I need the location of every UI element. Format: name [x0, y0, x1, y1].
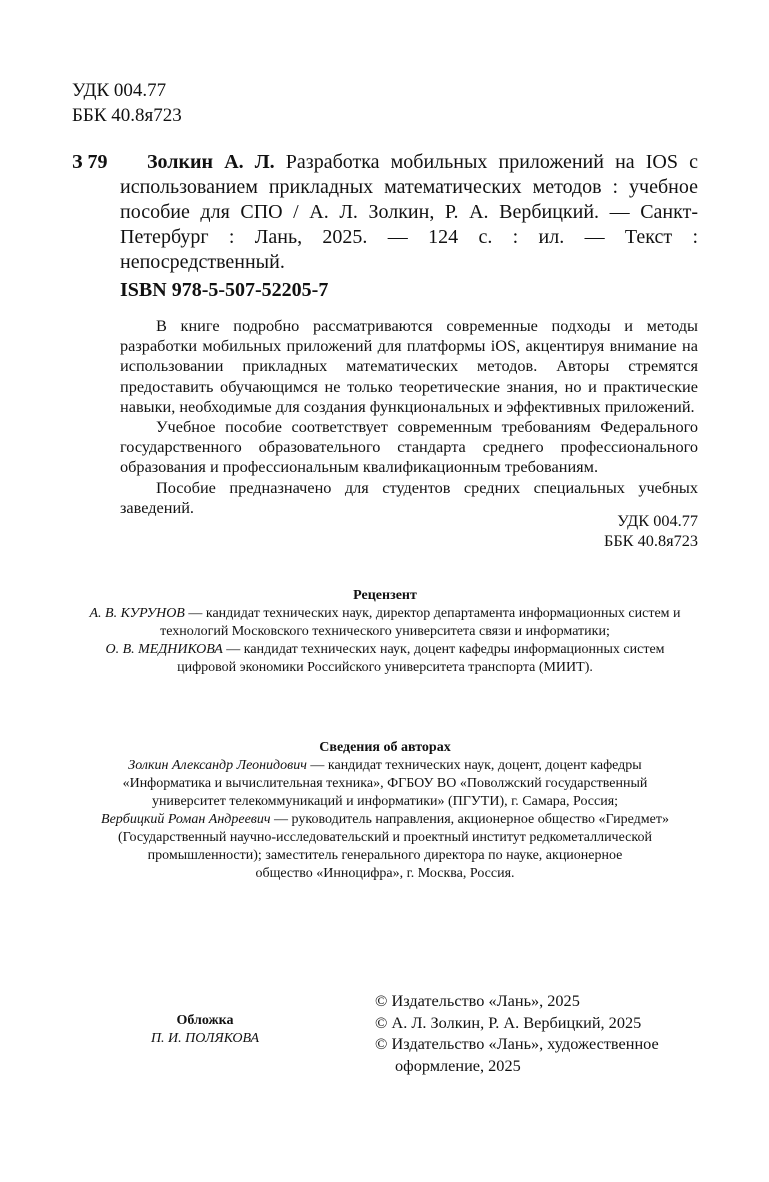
authors-info-section: [60, 739, 710, 883]
reviewer-1-text: — кандидат технических наук, директор департамента информационных систем и: [184, 606, 681, 621]
copyright-line: © Издательство «Лань», 2025: [375, 991, 580, 1010]
author-1-continued: университет телекоммуникаций и информатики» (ПГУТИ), г. Самара, Россия;: [151, 794, 619, 809]
reviewer-2-continued: цифровой экономики Российского университета транспорта (МИИТ).: [177, 660, 593, 675]
record-description: Разработка мобильных приложений на IOS с использованием прикладных математических методов : учебное пособие для СПО / А. Л. Золкин, Р. А. Вербицкий. — Санкт-Петербург : Лань, 2025. — 124 с. : ил. — Текст : непосредственный.: [120, 151, 698, 273]
reviewers-title: Рецензент: [353, 588, 417, 603]
annotation-codes: [520, 511, 698, 551]
annotation-bbk: ББК 40.8я723: [603, 531, 698, 551]
annotation-paragraph: Учебное пособие соответствует современным требованиям Федерального государственного образовательного стандарта среднего профессионального образования и профессиональным квалификационным требованиям.: [120, 417, 698, 477]
annotation: [120, 316, 698, 518]
isbn: ISBN 978-5-507-52205-7: [120, 279, 329, 301]
udc-code: УДК 004.77: [72, 80, 167, 101]
author-mark: З 79: [72, 151, 108, 173]
annotation-udc: УДК 004.77: [617, 511, 698, 530]
author-1-continued: «Информатика и вычислительная техника», ФГБОУ ВО «Поволжский государственный: [122, 776, 648, 791]
author-2-continued: промышленности); заместитель генерального директора по науке, акционерное: [147, 848, 623, 863]
annotation-paragraph: Пособие предназначено для студентов средних специальных учебных заведений.: [120, 477, 698, 517]
author-2-continued: общество «Инноцифра», г. Москва, Россия.: [255, 866, 515, 881]
reviewer-1: [60, 605, 710, 623]
author-2: [60, 811, 710, 829]
reviewer-1-name: А. В. КУРУНОВ: [89, 606, 185, 621]
reviewer-2: [60, 641, 710, 659]
reviewer-2-name: О. В. МЕДНИКОВА: [105, 642, 223, 657]
author-1-name: Золкин Александр Леонидович: [128, 758, 307, 773]
author-1-text: — кандидат технических наук, доцент, доцент кафедры: [306, 758, 642, 773]
author-2-text: — руководитель направления, акционерное общество «Гиредмет»: [270, 812, 669, 827]
copyright-line-continued: оформление, 2025: [395, 1055, 521, 1075]
author-2-name: Вербицкий Роман Андреевич: [101, 812, 271, 827]
cover-credit: [140, 1012, 270, 1048]
cover-title: Обложка: [176, 1013, 234, 1028]
copyright-block: [375, 990, 705, 1076]
reviewer-2-text: — кандидат технических наук, доцент кафедры информационных систем: [222, 642, 665, 657]
record-author: Золкин А. Л.: [147, 151, 275, 173]
bibliographic-record: [120, 150, 698, 275]
authors-info-title: Сведения об авторах: [319, 740, 451, 755]
author-1: [60, 757, 710, 775]
author-2-continued: (Государственный научно-исследовательский и проектный институт редкометаллической: [118, 830, 652, 845]
reviewers-section: [60, 587, 710, 677]
classification-codes: [72, 78, 182, 128]
reviewer-1-continued: технологий Московского технического университета связи и информатики;: [160, 624, 610, 639]
cover-designer: П. И. ПОЛЯКОВА: [150, 1031, 260, 1046]
copyright-line: © А. Л. Золкин, Р. А. Вербицкий, 2025: [375, 1012, 642, 1032]
annotation-paragraph: В книге подробно рассматриваются современные подходы и методы разработки мобильных приложений для платформы iOS, акцентируя внимание на использовании прикладных математических методов. Авторы стремятся предоставить обучающимся не только теоретические знания, но и практические навыки, необходимые для создания функциональных и эффективных приложений.: [120, 316, 698, 416]
copyright-line: © Издательство «Лань», художественное: [375, 1034, 659, 1053]
bbk-code: ББК 40.8я723: [72, 105, 182, 126]
